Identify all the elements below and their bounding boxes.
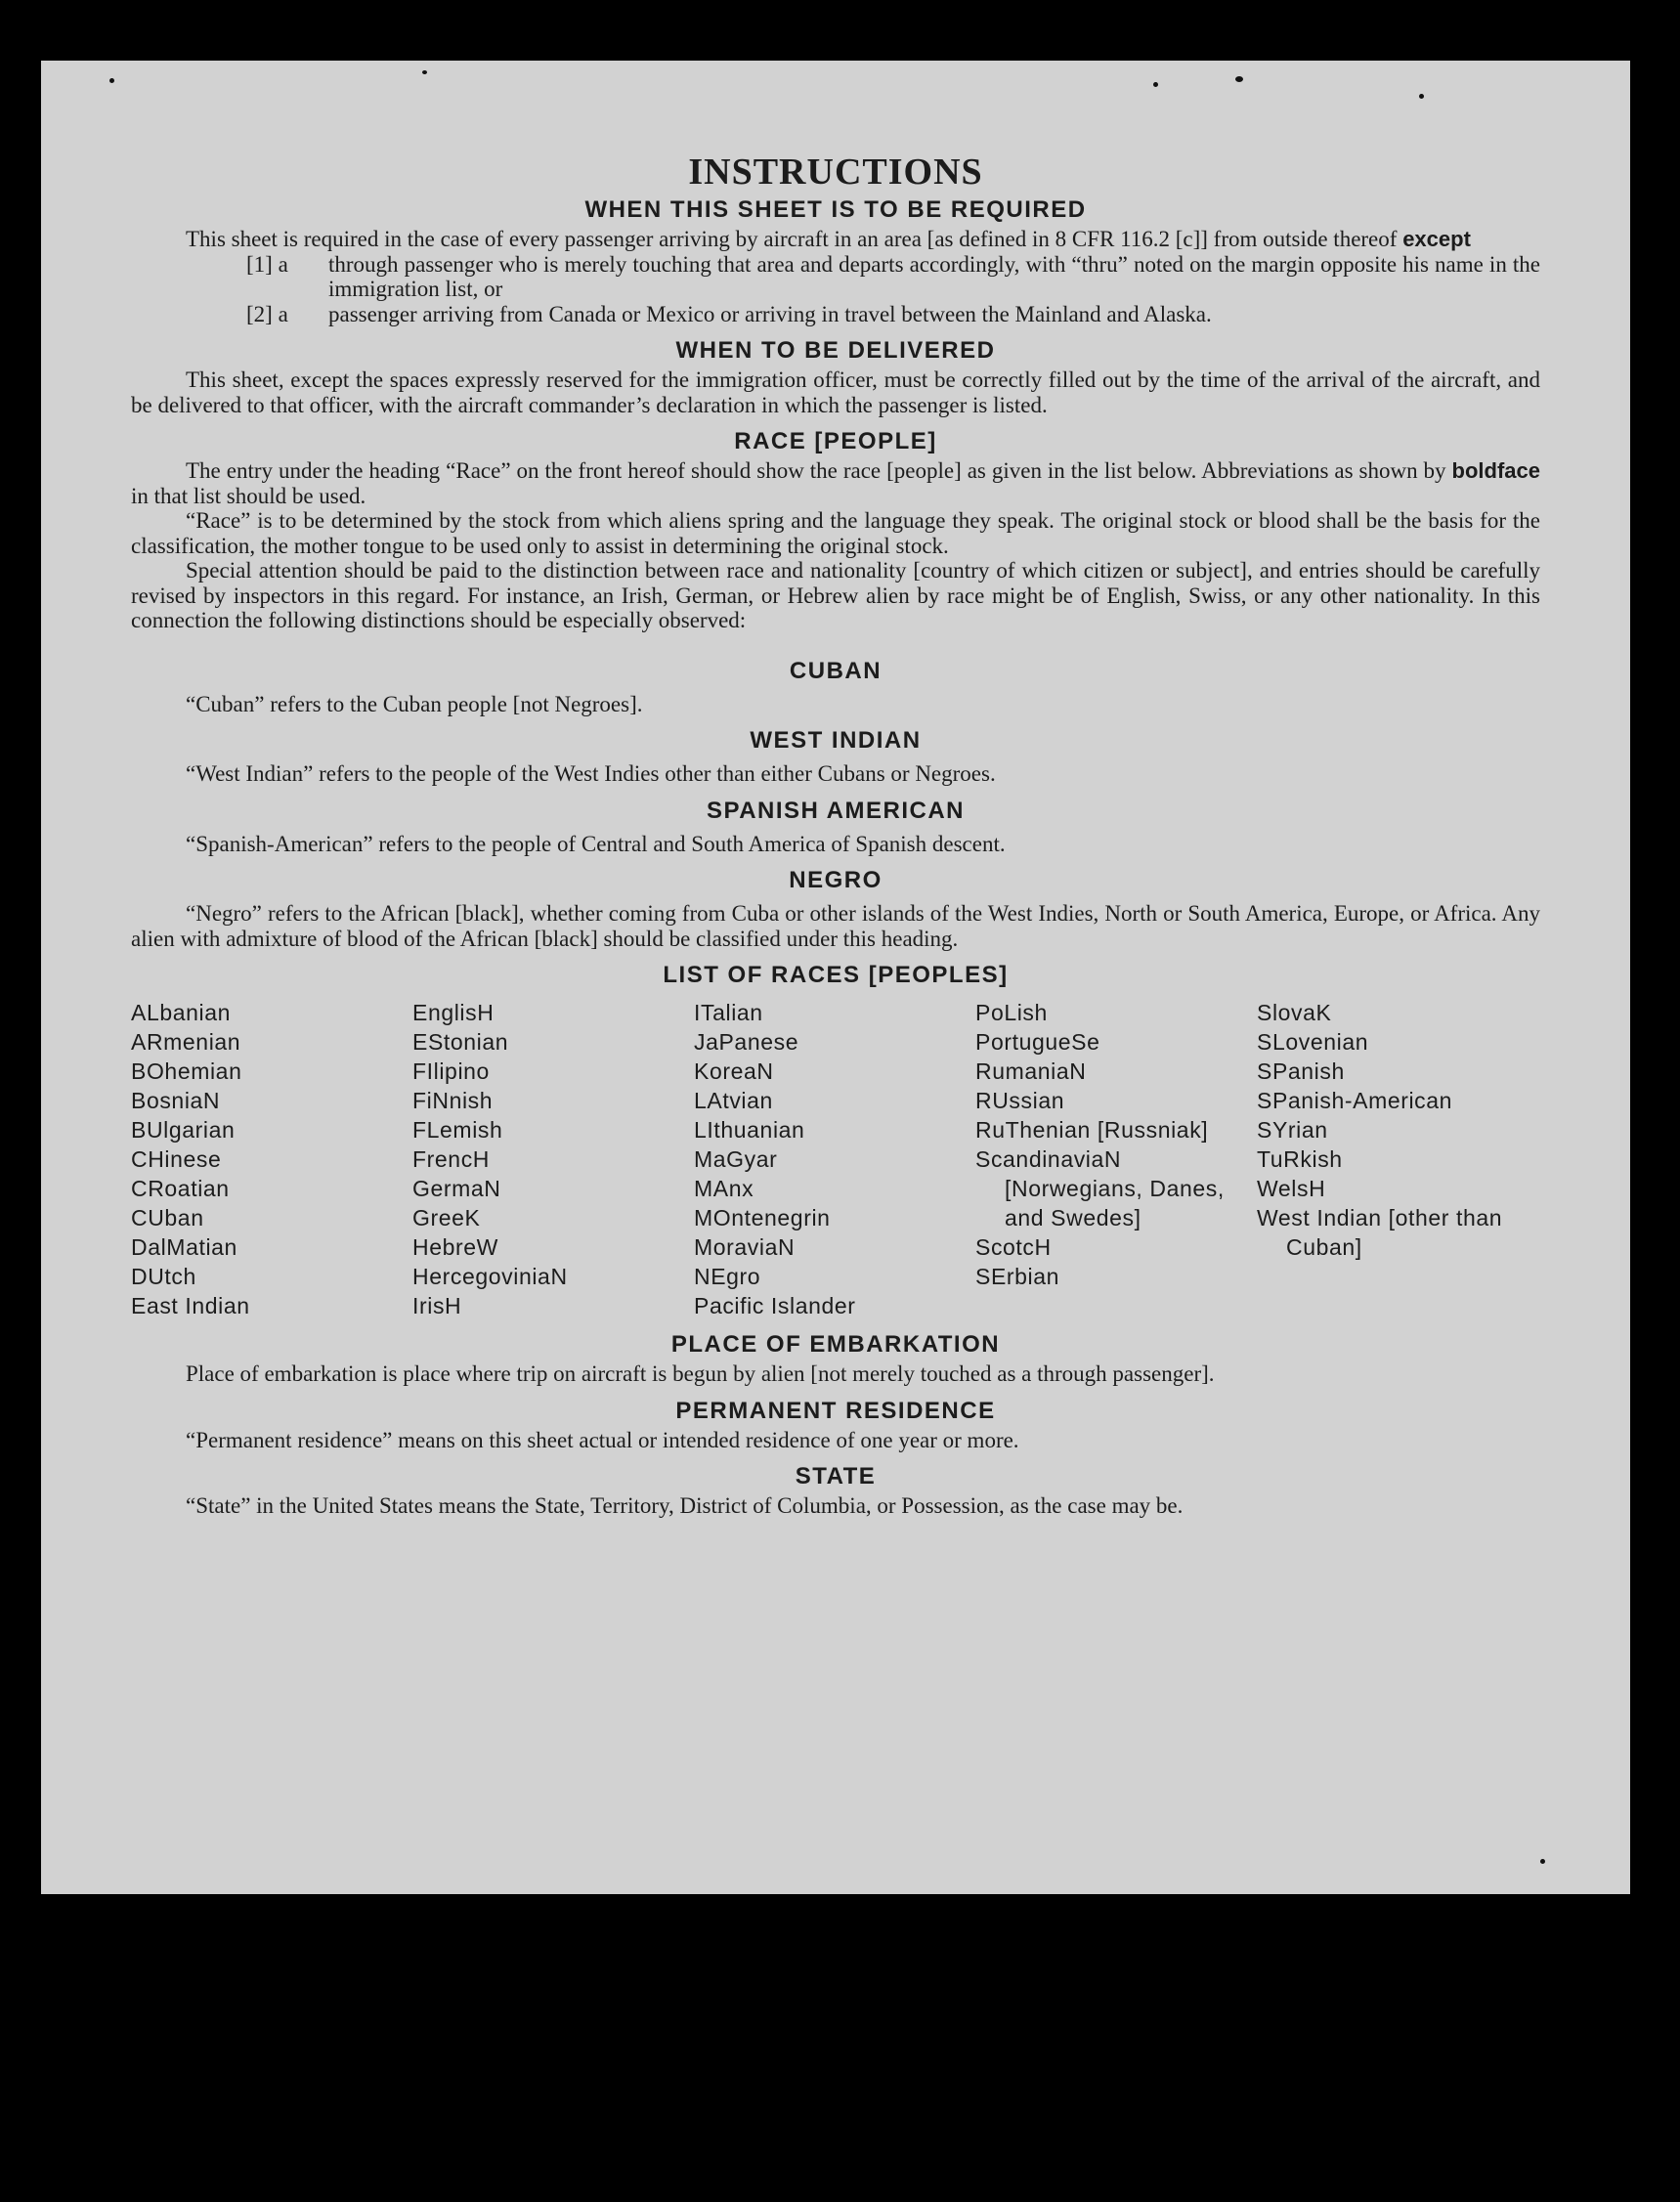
heading-west-indian: WEST INDIAN [750, 727, 922, 754]
race-entry: CRoatian [131, 1176, 230, 1201]
race-entry: IrisH [412, 1293, 462, 1318]
races-column [131, 998, 412, 1320]
spanish-american-text: “Spanish-American” refers to the people of Central and South America of Spanish descent. [186, 831, 1006, 856]
race-entry: PortugueSe [975, 1029, 1100, 1055]
race-entry: HercegoviniaN [412, 1264, 568, 1289]
page-title: INSTRUCTIONS [688, 151, 983, 193]
race-entry: SErbian [975, 1264, 1060, 1289]
race-entry: LAtvian [694, 1088, 773, 1113]
scan-speck [109, 78, 114, 83]
race-entry: WelsH [1257, 1176, 1326, 1201]
race-entry: SPanish-American [1257, 1088, 1453, 1113]
when-delivered-text: This sheet, except the spaces expressly reserved for the immigration officer, must be correctly filled out by the time of the arrival of the aircraft, and be delivered to that officer, with the aircraft commander’s declaration in which the passenger is listed. [131, 367, 1540, 417]
exception-item: [1] a through passenger who is merely touching that area and departs accordingly, with “thru” noted on the margin opposite his name in the immigration list, or [246, 251, 1540, 301]
race-entry: ScotcH [975, 1234, 1052, 1260]
race-entry: EStonian [412, 1029, 509, 1055]
race-entry: ITalian [694, 1000, 763, 1025]
race-entry: RumaniaN [975, 1058, 1087, 1084]
heading-cuban: CUBAN [789, 657, 883, 684]
instructions-body [131, 151, 1540, 1519]
races-column [975, 998, 1257, 1320]
heading-race: RACE [PEOPLE] [734, 428, 937, 454]
race-entry: FrencH [412, 1146, 491, 1172]
heading-spanish-american: SPANISH AMERICAN [706, 797, 965, 824]
scan-speck [1419, 94, 1424, 99]
west-indian-text: “West Indian” refers to the people of the West Indies other than either Cubans or Negroes. [186, 761, 996, 786]
race-entry: BUlgarian [131, 1117, 236, 1143]
race-entry: FiNnish [412, 1088, 494, 1113]
race-entry: ALbanian [131, 1000, 231, 1025]
heading-permanent-residence: PERMANENT RESIDENCE [675, 1397, 996, 1424]
race-entry: MoraviaN [694, 1234, 796, 1260]
race-entry: LIthuanian [694, 1117, 805, 1143]
race-entry: SPanish [1257, 1058, 1345, 1084]
heading-negro: NEGRO [789, 867, 883, 893]
races-column [1257, 998, 1540, 1320]
boldface-word: boldface [1451, 458, 1541, 483]
race-entry: FLemish [412, 1117, 503, 1143]
scan-speck [422, 70, 427, 74]
race-entry: GreeK [412, 1205, 481, 1231]
race-entry: DUtch [131, 1264, 196, 1289]
race-entry: SlovaK [1257, 1000, 1332, 1025]
residence-text: “Permanent residence” means on this sheet actual or intended residence of one year or more. [186, 1427, 1019, 1452]
race-entry: BosniaN [131, 1088, 221, 1113]
heading-when-required: WHEN THIS SHEET IS TO BE REQUIRED [584, 196, 1087, 223]
race-entry: MOntenegrin [694, 1205, 831, 1231]
race-entry: CHinese [131, 1146, 222, 1172]
negro-text: “Negro” refers to the African [black], whether coming from Cuba or other islands of the West Indies, North or South America, Europe, or Africa. Any alien with admixture of blood of the African [black] should be classified under this heading. [131, 901, 1540, 951]
race-entry: NEgro [694, 1264, 761, 1289]
race-entry: FIlipino [412, 1058, 490, 1084]
race-entry: West Indian [other than Cuban] [1257, 1205, 1503, 1260]
race-entry: ScandinaviaN [Norwegians, Danes, and Swedes] [975, 1146, 1225, 1231]
race-entry: BOhemian [131, 1058, 242, 1084]
race-entry: SYrian [1257, 1117, 1328, 1143]
when-required-intro: This sheet is required in the case of every passenger arriving by aircraft in an area [as defined in 8 CFR 116.2 [c]] from outside thereof except [186, 227, 1471, 251]
embarkation-text: Place of embarkation is place where trip on aircraft is begun by alien [not merely touched as a through passenger]. [186, 1361, 1215, 1386]
cuban-text: “Cuban” refers to the Cuban people [not Negroes]. [186, 691, 643, 716]
race-entry: KoreaN [694, 1058, 774, 1084]
heading-state: STATE [795, 1463, 877, 1490]
race-entry: HebreW [412, 1234, 498, 1260]
race-entry: TuRkish [1257, 1146, 1343, 1172]
exception-item: [2] a passenger arriving from Canada or Mexico or arriving in travel between the Mainland and Alaska. [246, 301, 1212, 326]
scan-speck [1235, 76, 1243, 82]
state-text: “State” in the United States means the State, Territory, District of Columbia, or Possession, as the case may be. [186, 1493, 1184, 1518]
race-entry: MAnx [694, 1176, 754, 1201]
scan-speck [1540, 1859, 1545, 1864]
race-entry: DalMatian [131, 1234, 237, 1260]
heading-place-of-embarkation: PLACE OF EMBARKATION [670, 1331, 1001, 1358]
races-list [131, 998, 1540, 1320]
race-paragraph-3: Special attention should be paid to the distinction between race and nationality [country of which citizen or subject], and entries should be carefully revised by inspectors in this regard. For instance, an Irish, German, or Hebrew alien by race might be of English, Swiss, or any other nationality. In this connection the following distinctions should be especially observed: [131, 558, 1540, 632]
race-entry: SLovenian [1257, 1029, 1369, 1055]
races-column [694, 998, 975, 1320]
race-entry: EnglisH [412, 1000, 495, 1025]
heading-list-of-races: LIST OF RACES [PEOPLES] [663, 962, 1009, 988]
race-entry: RUssian [975, 1088, 1065, 1113]
race-entry: RuThenian [Russniak] [975, 1117, 1209, 1143]
except-word: except [1402, 227, 1471, 251]
race-entry: MaGyar [694, 1146, 778, 1172]
race-entry: CUban [131, 1205, 204, 1231]
race-entry: ARmenian [131, 1029, 241, 1055]
races-column [412, 998, 694, 1320]
document-page [41, 61, 1630, 1894]
race-entry: GermaN [412, 1176, 501, 1201]
race-entry: JaPanese [694, 1029, 799, 1055]
race-entry: PoLish [975, 1000, 1048, 1025]
scan-speck [1153, 82, 1158, 87]
race-entry: Pacific Islander [694, 1293, 856, 1318]
race-paragraph-1: The entry under the heading “Race” on the front hereof should show the race [people] as given in the list below. Abbreviations as shown by boldface in that list should be used. [131, 458, 1541, 508]
heading-when-delivered: WHEN TO BE DELIVERED [675, 337, 996, 364]
race-paragraph-2: “Race” is to be determined by the stock from which aliens spring and the language they speak. The original stock or blood shall be the basis for the classification, the mother tongue to be used only to assist in determining the original stock. [131, 508, 1540, 558]
race-entry: East Indian [131, 1293, 250, 1318]
